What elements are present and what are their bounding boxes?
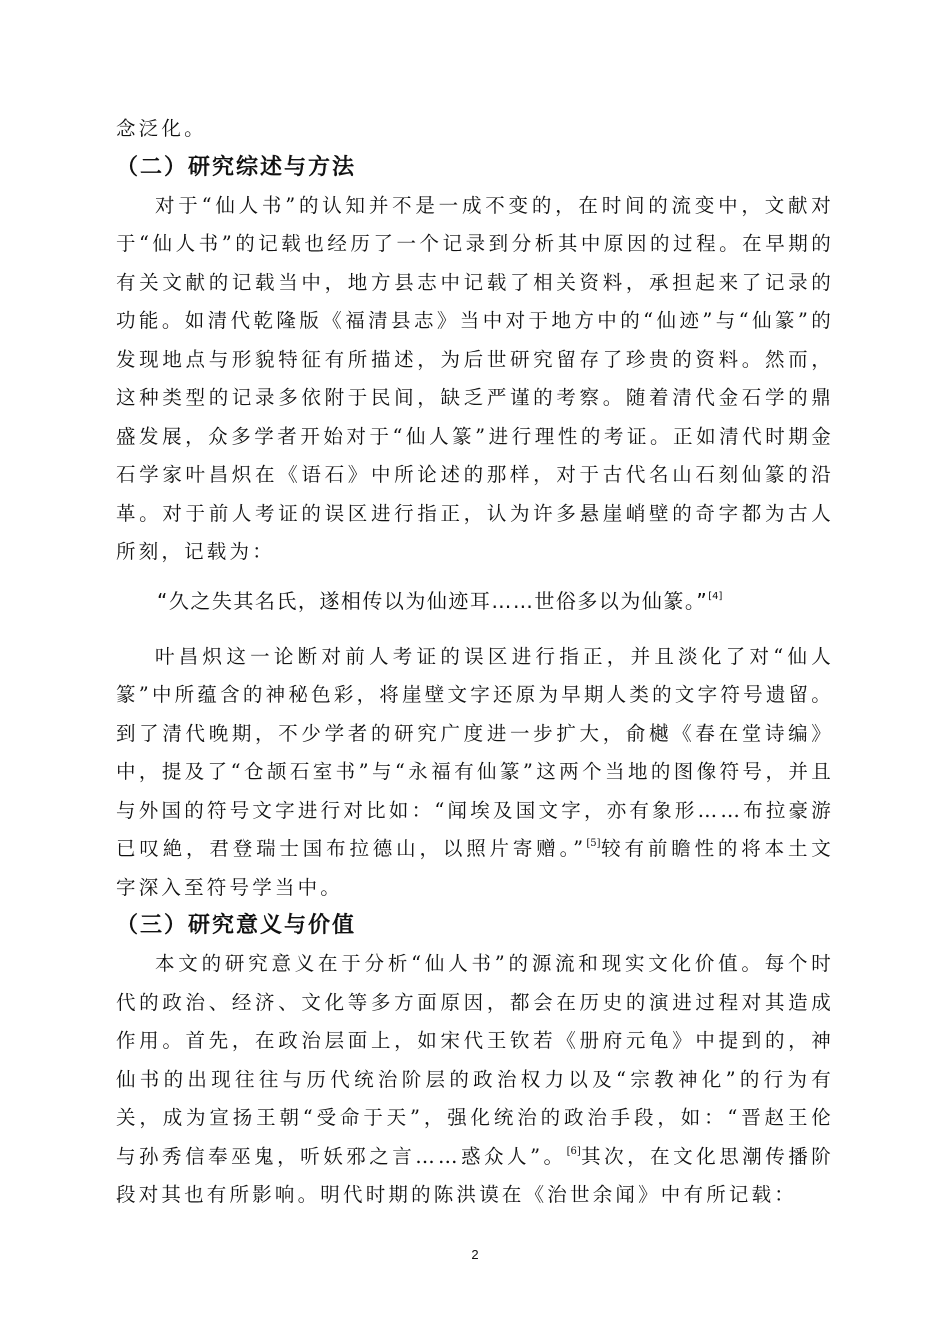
section2-paragraph-2-text-b: 较有前瞻性的将本土文字深入至符号学当中。	[116, 837, 834, 899]
section2-paragraph-2-citation: [5]	[586, 838, 601, 849]
block-quote	[116, 582, 834, 620]
section3-paragraph-1	[116, 945, 834, 1215]
quote-text: “久之失其名氏，遂相传以为仙迹耳……世俗多以为仙篆。”	[157, 588, 709, 613]
section-heading-3: （三）研究意义与价值	[116, 913, 357, 938]
intro-paragraph-tail: 念泛化。	[116, 117, 207, 140]
section2-paragraph-2	[116, 638, 834, 908]
section2-paragraph-1: 对于“仙人书”的认知并不是一成不变的，在时间的流变中，文献对于“仙人书”的记载也经历了一个记录到分析其中原因的过程。在早期的有关文献的记载当中，地方县志中记载了相关资料，承担起来了记录的功能。如清代乾隆版《福清县志》当中对于地方中的“仙迹”与“仙篆”的发现地点与形貌特征有所描述，为后世研究留存了珍贵的资料。然而，这种类型的记录多依附于民间，缺乏严谨的考察。随着清代金石学的鼎盛发展，众多学者开始对于“仙人篆”进行理性的考证。正如清代时期金石学家叶昌炽在《语石》中所论述的那样，对于古代名山石刻仙篆的沿革。对于前人考证的误区进行指正，认为许多悬崖峭壁的奇字都为古人所刻，记载为：	[116, 193, 834, 563]
section-heading-2: （二）研究综述与方法	[116, 154, 357, 180]
section3-paragraph-1-text-a: 本文的研究意义在于分析“仙人书”的源流和现实文化价值。每个时代的政治、经济、文化等多方面原因，都会在历史的演进过程对其造成作用。首先，在政治层面上，如宋代王钦若《册府元龟》中提到的，神仙书的出现往往与历代统治阶层的政治权力以及“宗教神化”的行为有关，成为宣扬王朝“受命于天”，强化统治的政治手段，如：“晋赵王伦与孙秀信奉巫鬼，听妖邪之言……惑众人”。	[116, 952, 834, 1168]
section3-paragraph-1-text-b: 其次，在文化思潮传播阶段对其也有所影响。明代时期的陈洪谟在《治世余闻》中有所记载：	[116, 1144, 834, 1206]
page-body	[116, 110, 834, 1215]
section3-paragraph-1-citation: [6]	[566, 1145, 581, 1157]
section2-paragraph-2-text-a: 叶昌炽这一论断对前人考证的误区进行指正，并且淡化了对“仙人篆”中所蕴含的神秘色彩，将崖壁文字还原为早期人类的文字符号遗留。到了清代晚期，不少学者的研究广度进一步扩大，俞樾《春在堂诗编》中，提及了“仓颉石室书”与“永福有仙篆”这两个当地的图像符号，并且与外国的符号文字进行对比如：“闻埃及国文字，亦有象形……布拉豪游已叹絶，君登瑞士国布拉德山，以照片寄赠。”	[116, 644, 834, 860]
quote-citation: [4]	[708, 590, 723, 602]
page-number: 2	[471, 1247, 479, 1262]
